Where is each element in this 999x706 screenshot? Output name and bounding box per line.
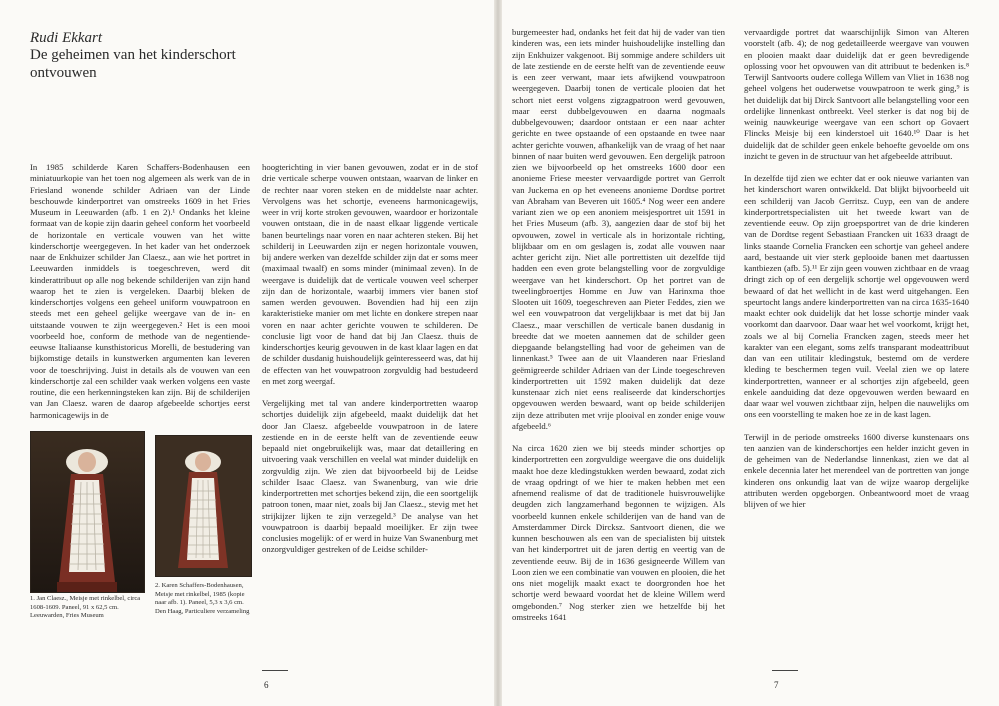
left-column-1	[30, 162, 250, 421]
caption-1: 1. Jan Claesz., Meisje met rinkelbel, circa 1608-1609. Paneel, 91 x 62,5 cm. Leeuwarden, Fries Museum	[30, 595, 141, 620]
paragraph: Terwijl in de periode omstreeks 1600 diverse kunstenaars ons ten aanzien van de kinderschortjes een helder inzicht geven in de geheimen van de Nederlandse linnenkast, zien we dat al enkele decennia later het merendeel van de portretten van jonge kinderen ons onkundig laat van de wijze waarop dergelijke attributen werden opgeborgen. Onbeantwoord moet de vraag blijven of we hier	[744, 431, 969, 509]
paragraph: In dezelfde tijd zien we echter dat er ook nieuwe varianten van het kinderschort waren ontwikkeld. Dat blijkt bijvoorbeeld uit een schilderij van Jacob Gerritsz. Cuyp, een van de andere kinderportretspecialisten uit het tweede kwart van de zeventiende eeuw. Op zijn groepsportret van de drie kinderen van de Dordtse regent Sebastiaan Francken uit 1633 draagt de links staande Cornelia Francken een schortje van geheel andere aard, bestaande uit vier sterk geplooide banen met daartussen kantbiezen (afb. 5).¹¹ Er zijn geen vouwen zichtbaar en de vraag dringt zich op of een dergelijk schortje wel opgevouwen werd bewaard of dat het wellicht in de kast werd uitgehangen. Een speurtocht langs andere kinderportretten van na circa 1635-1640 maakt echter ook duidelijk dat het losse schortje minder vaak voorkomt dan daarvoor. Daar waar het wel voorkomt, krijgt het, zoals we al bij Cornelia Francken zagen, steeds meer het karakter van een elegant, soms zelfs transparant modeattribuut dan van een utilitair kledingstuk, bestemd om de verdere kleding te beschermen tegen vuil. Veelal zien we op latere kinderportretten, wanneer er al schortjes zijn afgebeeld, geen enkele aanduiding dat deze opgevouwen werden bewaard en daar waar wel vouwen zichtbaar zijn, helpen die nauwelijks om ons een voorstelling te maken hoe ze in de kast lagen.	[744, 173, 969, 420]
right-column-1	[512, 27, 725, 623]
right-page	[502, 0, 999, 706]
left-page	[0, 0, 494, 706]
paragraph: In 1985 schilderde Karen Schaffers-Bodenhausen een miniatuurkopie van het toen nog algemeen als werk van de in Friesland wonende schilder Adriaen van der Linde beschouwde kinderportret van omstreeks 1609 in het Fries Museum in Leeuwarden (afb. 1 en 2).¹ Ondanks het kleine formaat van de kopie zijn daarin geheel conform het voorbeeld de horizontale en verticale vouwen van het witte kinderschortje weergegeven. In het kader van het onderzoek naar de Enkhuizer schilder Jan Claesz., aan wie het portret in Leeuwarden inmiddels is toegeschreven, werd dit kinderattribuut op alle nog bekende schilderijen van zijn hand waarop het te zien is vergeleken. Daarbij bleken de kinderschortjes volgens een geheel uniform vouwpatroon en steeds met een geheel gelijke weergave van de in- en uitstaande vouwen te zijn weergegeven.² Het is een mooi voorbeeld hoe, conform de methode van de negentiende-eeuwse Italiaanse kunsthistoricus Morelli, de bestudering van bijkomstige details in kunstwerken argumenten kan leveren voor de toeschrijving. Juist in details als de vouwen van een kinderschortje zal een schilder vaak werken volgens een vaste routine, die een herkenningsteken kan zijn. Bij de schilderijen van Jan Claesz. waren de daarop afgebeelde schortjes eerst harmonicagewijs in de	[30, 162, 250, 420]
book-gutter	[494, 0, 502, 706]
page-number: 6	[264, 680, 269, 690]
right-column-2	[744, 27, 969, 510]
author-name: Rudi Ekkart	[30, 30, 103, 46]
paragraph: Na circa 1620 zien we bij steeds minder schortjes op kinderportretten een zorgvuldige weergave die ons duidelijk maakt hoe deze kledingstukken werden bewaard, zodat zich de vraag opdringt of we hier te maken hebben met een afnemend realisme of dat de traditionele huisvrouwelijke deugden zich langzamerhand begonnen te wijzigen. Als voorbeeld kunnen enkele schilderijen van de hand van de Amsterdammer Dirck Dircksz. Santvoort dienen, die we kunnen beschouwen als een van de specialisten bij uitstek van het kinderportret uit de jaren dertig en veertig van de zeventiende eeuw. Bij de in 1636 gesigneerde Willem van Loon zien we een combinatie van vouwen en plooien, die het ons niet mogelijk maakt exact te doorgronden hoe het schortje werd bewaard voordat het de kleine Willem werd omgebonden.⁷ Nog sterker zien we hetzelfde bij het omstreeks 1641	[512, 443, 726, 622]
paragraph: burgemeester had, ondanks het feit dat hij de vader van tien kinderen was, een iets minder huishoudelijke instelling dan zijn Enkhuizer vakgenoot. Bij sommige andere schilders uit de late zestiende en de eerste helft van de zeventiende eeuw is een zeer verwant, maar iets afwijkend vouwpatroon weergegeven. Daarbij tonen de verticale plooien dat het schort niet eerst volgens zigzagpatroon werd gevouwen, maar eerst dubbelgevouwen en daarna nogmaals dubbelgevouwen; daardoor ontstaan er een naar achter gerichte en twee opstaande of een opstaande en twee naar achter gerichte vouwen, afhankelijk van de vraag of het naar binnen of naar buiten werd gevouwen. Een dergelijk patroon zien we bijvoorbeeld op het omstreeks 1600 door een anonieme Friese meester vervaardigde portret van Gerrolt van Juckema en op het eveneens anonieme Dordtse portret van Abraham van Beveren uit 1605.⁴ Nog weer een andere variant zien we op een anoniem meisjesportret uit 1591 in het Fries Museum (afb. 3), aangezien daar de stof bij het opvouwen, zowel in verticale als in horizontale richting, blijkbaar om en om geslagen is, zodat alle vouwen naar achter gericht zijn. Niet alle portrettisten uit dezelfde tijd hadden een even grote belangstelling voor de zorgvuldige weergave van het kinderschort. Op het portret van de tweelingbroertjes Homme en Juw van Harinxma thoe Slooten uit 1609, toegeschreven aan Pieter Feddes, zien we wel een vouwpatroon dat vergelijkbaar is met dat bij Jan Claesz., maar verschillen de verticale banen dusdanig in breedte dat we moeten aannemen dat de schilder geen diepgaande belangstelling had voor de geheimen van de linnenkast.⁵ Twee aan de uit Vlaanderen naar Friesland geëmigreerde schilder Adriaen van der Linde toegeschreven kinderportretten uit 1592 maken duidelijk dat deze kunstenaar zich niet eens realiseerde dat kinderschortjes opgevouwen werden bewaard, want op beide schilderijen zijn deze attributen met vrije plooival en zonder enige vouw afgebeeld.⁶	[512, 27, 725, 431]
page-number: 7	[774, 680, 779, 690]
paragraph: hoogterichting in vier banen gevouwen, zodat er in de stof drie verticale scherpe vouwen ontstaan, waarvan de linker en de rechter naar voren steken en de middelste naar achter. Vervolgens was het schortje, eveneens harmonicagewijs, weer in vrij korte stroken gevouwen, waardoor er horizontale vouwen ontstaan, die in de naast elkaar liggende verticale banen beurtelings naar voren en naar achteren steken. Bij het schilderij in Leeuwarden zijn er negen horizontale vouwen, bij andere werken van dezelfde schilder zijn dat er soms meer (maximaal twaalf) en soms minder (minimaal zeven). In de weergave is duidelijk dat de verticale vouwen veel scherper zijn dan de horizontale, waarbij immers vier banen stof samen werden gevouwen. Bovendien had hij een zijn karakteristieke manier om met lichte en donkere strepen naar voren en naar achter gerichte vouwen te schilderen. De conclusie ligt voor de hand dat bij Jan Claesz. thuis de kinderschortjes keurig gevouwen in de kast klaar lagen en dat de schilder dusdanig huishoudelijk geïnteresseerd was, dat hij de effecten van het vouwpatroon zorgvuldig had bestudeerd en met zorg weergaf.	[262, 162, 478, 386]
paragraph: vervaardigde portret dat waarschijnlijk Simon van Alteren voorstelt (afb. 4); de nog gedetailleerde weergave van vouwen en plooien maakt daar duidelijk dat er geen bevredigende oplossing voor het opvouwen van dit attribuut te bedenken is.⁸ Terwijl Santvoorts oudere collega Willem van Vliet in 1638 nog geheel volgens het ouderwetse vouwpatroon te werk ging,⁹ is het duidelijk dat bij Dirck Santvoort alle belangstelling voor een ordelijke linnenkast ontbreekt. Veel sterker is dat nog bij de weinig nauwkeurige weergave van een schort op Govaert Flincks Meisje bij een kinderstoel uit 1640.¹⁰ Daar is het duidelijk dat de schilder geen enkele behoefte gevoelde om ons inzicht te geven in de structuur van het afgebeelde attribuut.	[744, 27, 969, 161]
caption-2: 2. Karen Schaffers-Bodenhausen, Meisje met rinkelbel, 1985 (kopie naar afb. 1). Paneel, 5,3 x 3,6 cm. Den Haag, Particuliere verzameling	[155, 582, 250, 615]
footer-rule	[772, 670, 798, 671]
left-column-2	[262, 162, 478, 556]
girl-portrait-copy-image	[156, 436, 251, 576]
article-title: De geheimen van het kinderschort ontvouwen	[30, 47, 236, 81]
footer-rule	[262, 670, 288, 671]
painting-2	[155, 435, 252, 577]
paragraph: Vergelijking met tal van andere kinderportretten waarop schortjes duidelijk zijn afgebeeld, maakt duidelijk dat het door Jan Claesz. afgebeelde vouwpatroon in de latere zestiende en in de eerste helft van de zeventiende eeuw bepaald niet ongebruikelijk was, maar dat detaillering en uitvoering vaak verschillen en veelal wat minder duidelijk en zorgvuldig zijn. We zien dat bijvoorbeeld bij de Leidse schilder Isaac Claesz. van Swanenburg, van wie drie kinderportretten met schortjes bekend zijn, die een soortgelijk patroon tonen, maar niet, zoals bij Jan Claesz., stevig met het strijkijzer lijken te zijn verzegeld.³ De analyse van het vouwpatroon is daarbij bepaald moeilijker. Er zijn twee conclusies mogelijk: of er werd in huize Van Swanenburg met onzorgvuldiger gestreken of de Leidse schilder-	[262, 398, 478, 555]
girl-portrait-image	[31, 432, 144, 592]
painting-1	[30, 431, 145, 593]
